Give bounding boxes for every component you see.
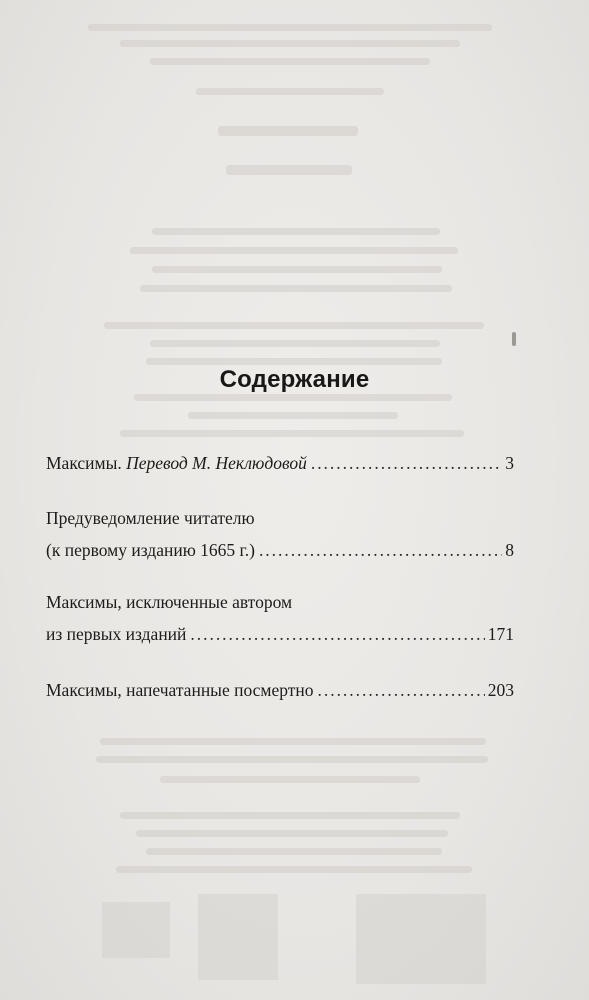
toc-entry-translator: Перевод М. Неклюдовой: [126, 453, 307, 473]
toc-entry-title: Максимы.: [46, 453, 127, 473]
toc-entry-title: Максимы, напечатанные посмертно: [46, 680, 314, 700]
toc-entry-title: из первых изданий: [46, 624, 187, 644]
toc-entry-title: (к первому изданию 1665 г.): [46, 540, 255, 560]
toc-entry-excluded-title: Максимы, исключенные автором: [46, 592, 293, 612]
toc-entry-excluded[interactable]: [46, 623, 514, 645]
toc-entry-foreword-title: Предуведомление читателю: [46, 508, 255, 528]
toc-page-number: 171: [487, 624, 514, 644]
toc-page-number: 3: [505, 453, 514, 473]
contents-heading: Содержание: [219, 366, 370, 393]
toc-entry-posthumous[interactable]: [46, 679, 514, 701]
dot-leader: [318, 679, 485, 701]
dot-leader: [311, 452, 502, 474]
toc-page-number: 8: [505, 540, 514, 560]
toc-entry-foreword[interactable]: [46, 539, 514, 561]
toc-page-number: 203: [487, 680, 514, 700]
toc-entry-maxims[interactable]: [46, 452, 514, 474]
dot-leader: [259, 539, 502, 561]
dot-leader: [190, 623, 484, 645]
